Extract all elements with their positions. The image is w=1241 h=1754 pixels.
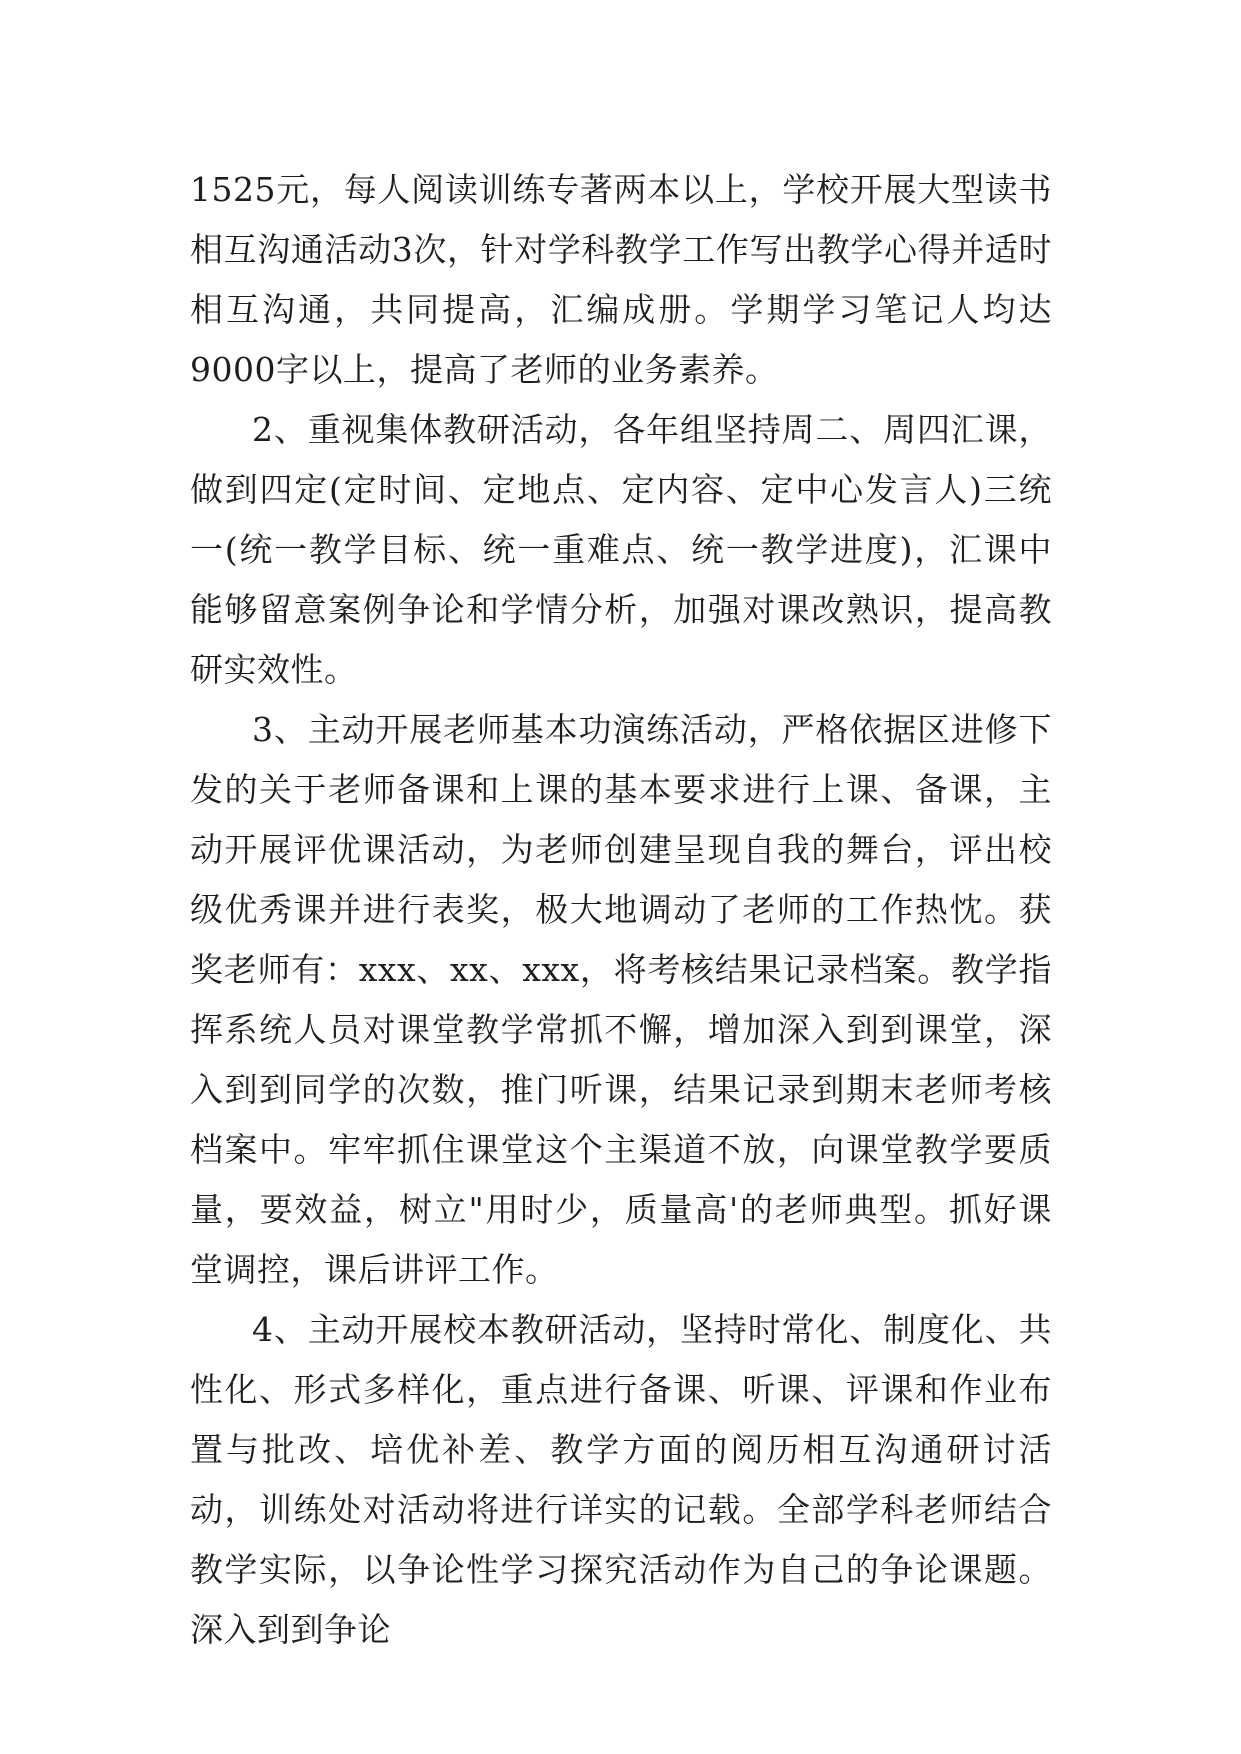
document-body [190, 160, 1052, 1660]
paragraph-3: 3、主动开展老师基本功演练活动，严格依据区进修下发的关于老师备课和上课的基本要求进行上课、备课，主动开展评优课活动，为老师创建呈现自我的舞台，评出校级优秀课并进行表奖，极大地调动了老师的工作热忱。获奖老师有：xxx、xx、xxx，将考核结果记录档案。教学指挥系统人员对课堂教学常抓不懈，增加深入到到课堂，深入到到同学的次数，推门听课，结果记录到期末老师考核档案中。牢牢抓住课堂这个主渠道不放，向课堂教学要质量，要效益，树立"用时少，质量高'的老师典型。抓好课堂调控，课后讲评工作。 [190, 710, 1052, 1289]
paragraph-2: 2、重视集体教研活动，各年组坚持周二、周四汇课，做到四定(定时间、定地点、定内容、定中心发言人)三统一(统一教学目标、统一重难点、统一教学进度)，汇课中能够留意案例争论和学情分析，加强对课改熟识，提高教研实效性。 [190, 410, 1052, 689]
paragraph-4: 4、主动开展校本教研活动，坚持时常化、制度化、共性化、形式多样化，重点进行备课、听课、评课和作业布置与批改、培优补差、教学方面的阅历相互沟通研讨活动，训练处对活动将进行详实的记载。全部学科老师结合教学实际，以争论性学习探究活动作为自己的争论课题。深入到到争论 [190, 1310, 1052, 1649]
paragraph-continued: 1525元，每人阅读训练专著两本以上，学校开展大型读书相互沟通活动3次，针对学科教学工作写出教学心得并适时相互沟通，共同提高，汇编成册。学期学习笔记人均达9000字以上，提高了老师的业务素养。 [190, 170, 1052, 389]
